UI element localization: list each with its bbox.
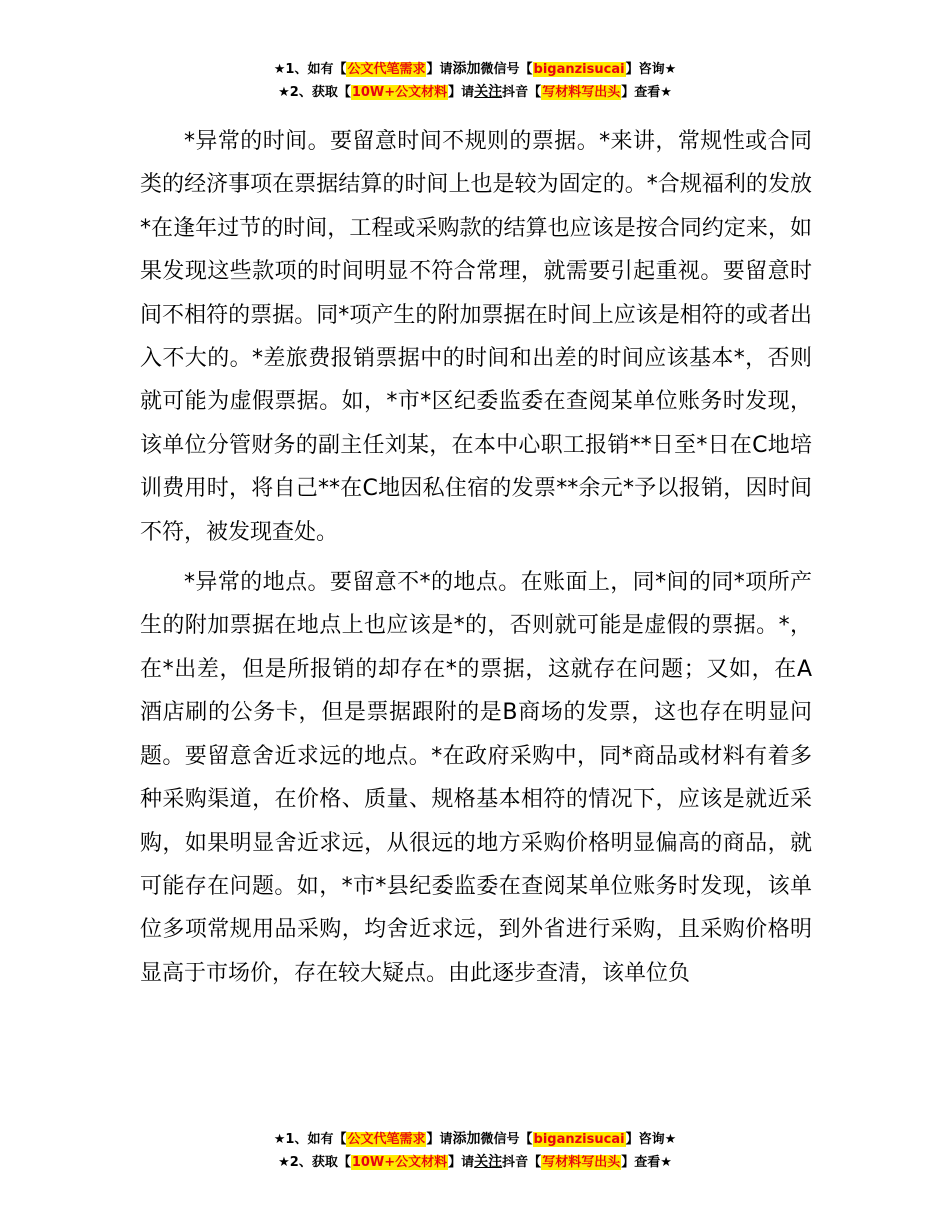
paragraph-abnormal-time: *异常的时间。要留意时间不规则的票据。*来讲，常规性或合同类的经济事项在票据结算的时间上也是较为固定的。*合规福利的发放*在逢年过节的时间，工程或采购款的结算也应该是按合同约定来，如果发现这些款项的时间明显不符合常理，就需要引起重视。要留意时间不相符的票据。同*项产生的附加票据在时间上应该是相符的或者出入不大的。*差旅费报销票据中的时间和出差的时间应该基本*，否则就可能为虚假票据。如，*市*区纪委监委在查阅某单位账务时发现，该单位分管财务的副主任刘某，在本中心职工报销**日至*日在C地培训费用时，将自己**在C地因私住宿的发票**余元*予以报销，因时间不符，被发现查处。 (140, 129, 812, 545)
banner-highlight: biganzisucai (533, 1132, 625, 1147)
banner-text: 】请 (426, 1132, 453, 1147)
banner-text: ★1、如有【 (273, 1132, 347, 1147)
banner-text: ★2、获取【 (278, 85, 351, 100)
banner-highlight: 公文代笔需求 (347, 62, 426, 77)
document-body (140, 120, 812, 1002)
paragraph-abnormal-location: *异常的地点。要留意不*的地点。在账面上，同*间的同*项所产生的附加票据在地点上也应该是*的，否则就可能是虚假的票据。*，在*出差，但是所报销的却存在*的票据，这就存在问题；又如，在A酒店刷的公务卡，但是票据跟附的是B商场的发票，这也存在明显问题。要留意舍近求远的地点。*在政府采购中，同*商品或材料有着多种采购渠道，在价格、质量、规格基本相符的情况下，应该是就近采购，如果明显舍近求远，从很远的地方采购价格明显偏高的商品，就可能存在问题。如，*市*县纪委监委在查阅某单位账务时发现，该单位多项常规用品采购，均舍近求远，到外省进行采购，且采购价格明显高于市场价，存在较大疑点。由此逐步查清，该单位负 (140, 570, 812, 986)
banner-text: 微信号【 (480, 1132, 533, 1147)
banner-highlight: 写材料写出头 (542, 1155, 621, 1170)
banner-line-1 (0, 1128, 950, 1151)
banner-text: 】咨询★ (625, 1132, 677, 1147)
banner-line-2 (0, 1151, 950, 1174)
banner-text: 】咨询★ (625, 62, 677, 77)
banner-highlight: 10W+公文材料 (351, 1155, 448, 1170)
banner-text: ★2、获取【 (278, 1155, 351, 1170)
banner-text: 】请 (448, 1155, 475, 1170)
banner-text: 】请 (426, 62, 453, 77)
banner-highlight: 写材料写出头 (542, 85, 621, 100)
banner-text: 微信号【 (480, 62, 533, 77)
banner-emphasis: 关注 (474, 1154, 503, 1170)
banner-text: 抖音【 (502, 85, 542, 100)
banner-emphasis: 添加 (452, 1131, 481, 1147)
banner-emphasis: 添加 (452, 61, 481, 77)
banner-text: 抖音【 (502, 1155, 542, 1170)
banner-line-2 (0, 81, 950, 104)
bottom-banner (0, 1128, 950, 1174)
banner-highlight: biganzisucai (533, 62, 625, 77)
banner-text: 】查看★ (621, 1155, 672, 1170)
banner-highlight: 公文代笔需求 (347, 1132, 426, 1147)
banner-line-1 (0, 58, 950, 81)
top-banner (0, 58, 950, 104)
banner-text: 】请 (448, 85, 475, 100)
banner-text: ★1、如有【 (273, 62, 347, 77)
banner-emphasis: 关注 (474, 84, 503, 100)
banner-highlight: 10W+公文材料 (351, 85, 448, 100)
banner-text: 】查看★ (621, 85, 672, 100)
